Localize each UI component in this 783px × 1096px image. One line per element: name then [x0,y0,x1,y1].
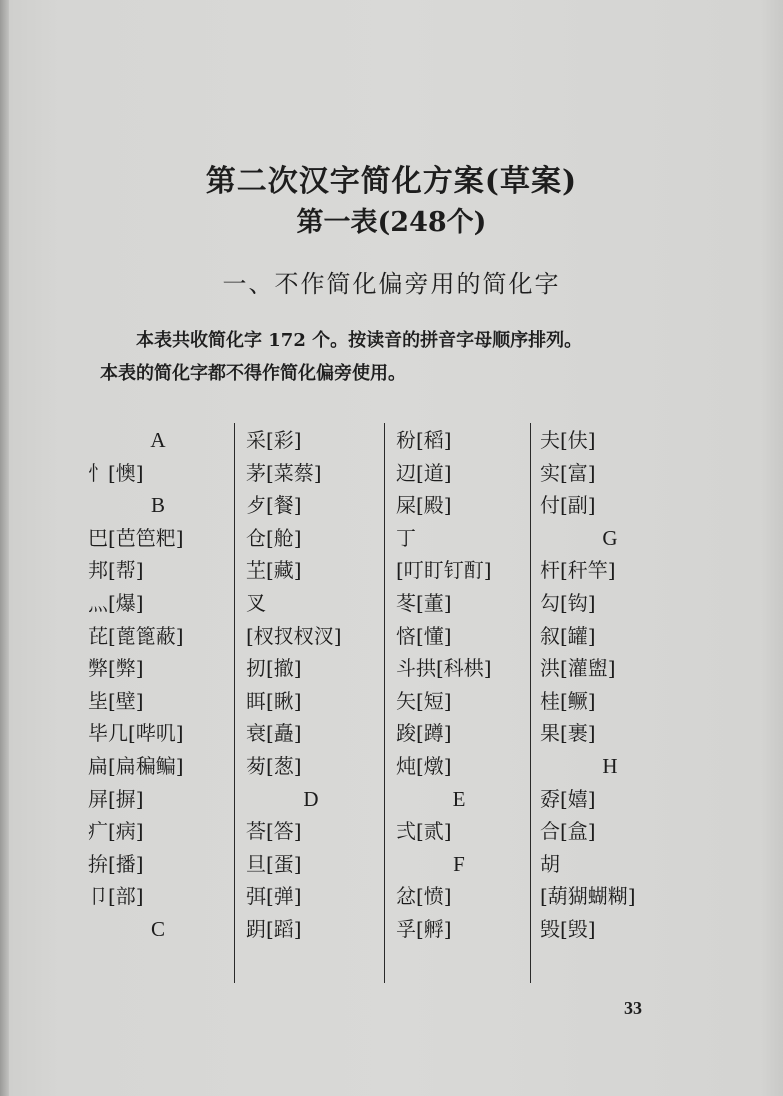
character-entry: 炖[燉] [396,753,452,778]
character-entry: 付[副] [540,493,596,518]
character-entry: 洪[灌盥] [540,656,616,681]
character-entry: 合[盒] [540,819,596,844]
letter-heading: C [150,916,165,941]
character-entry: 毕几[哔叽] [88,721,184,746]
character-entry: 叙[罐] [540,623,596,648]
character-entry: 叉 [246,590,266,615]
character-entry: 跀[蹈] [246,916,302,941]
character-entry: 歺[餐] [246,493,302,518]
character-entry: 勾[钩] [540,590,596,615]
character-entry: 仓[舱] [246,525,302,550]
character-entry: 丁 [396,525,416,550]
page-title: 第二次汉字简化方案(草案) [205,164,578,199]
character-entry: 卩[部] [88,884,144,909]
character-entry: 旦[蛋] [246,851,302,876]
character-entry: 孬[嬉] [540,786,596,811]
character-entry: 芘[蓖篦蔽] [88,623,184,648]
character-column-4 [540,424,680,946]
character-column-3 [396,424,522,946]
character-entry: 眲[瞅] [246,688,302,713]
character-entry: 果[裹] [540,721,596,746]
intro-paragraph [100,324,680,390]
character-entry: 荅[答] [246,819,302,844]
character-entry: 屎[殿] [396,493,452,518]
page-number: 33 [624,998,642,1018]
character-entry: 弍[贰] [396,819,452,844]
character-entry: 悋[懂] [396,623,452,648]
character-entry: 扨[撤] [246,656,302,681]
character-entry: 疒[病] [88,819,144,844]
column-divider [384,423,385,983]
character-entry: 夫[伕] [540,428,596,452]
letter-heading: H [602,753,618,778]
character-entry: 桂[鳜] [540,688,596,713]
character-entry: 弭[弹] [246,884,302,909]
letter-heading: E [452,786,466,811]
column-divider [234,423,235,983]
character-entry: 坒[壁] [88,688,144,713]
letter-heading: G [602,525,618,550]
letter-heading: D [303,786,319,811]
character-entry: 秎[稻] [396,428,452,452]
character-entry: 孚[孵] [396,916,452,941]
character-entry: 辺[道] [396,460,452,485]
letter-heading: F [453,851,465,876]
character-entry: 实[富] [540,460,596,485]
character-entry: 踆[蹲] [396,721,452,746]
intro-line-2: 本表的简化字都不得作简化偏旁使用。 [100,363,406,384]
table-subtitle: 第一表(248个) [296,207,487,238]
character-entry: 毁[毁] [540,916,596,941]
character-column-1 [88,424,228,946]
character-entry: [葫猢蝴糊] [540,884,636,909]
letter-heading: A [150,428,166,452]
letter-heading: B [150,493,165,518]
character-entry: 灬[爆] [88,590,144,615]
intro-line-1: 本表共收简化字 172 个。按读音的拼音字母顺序排列。 [136,330,583,351]
character-entry: 茐[葱] [246,753,302,778]
character-entry: 扁[扁稨鳊] [88,753,184,778]
character-entry: 忄[懊] [88,460,144,485]
character-entry: 采[彩] [246,428,302,452]
character-entry: 苳[董] [396,590,452,615]
character-entry: 屏[摒] [88,786,144,811]
character-entry: 杆[秆竿] [540,558,616,583]
column-divider [530,423,531,983]
character-entry: [杈扠杈汊] [246,623,342,648]
character-entry: 茅[菜蔡] [246,460,322,485]
character-entry: [叮盯钉酊] [396,558,492,583]
character-entry: 巴[芭笆粑] [88,525,184,550]
character-entry: 邦[帮] [88,558,144,583]
character-entry: 衰[矗] [246,721,302,746]
character-entry: 芏[藏] [246,558,302,583]
character-entry: 忿[愤] [396,884,452,909]
character-entry: 弊[弊] [88,656,144,681]
section-heading: 一、不作简化偏旁用的简化字 [222,270,561,298]
character-entry: 胡 [540,851,560,876]
character-entry: 斗拱[科栱] [396,656,492,681]
character-entry: 拚[播] [88,851,144,876]
character-column-2 [246,424,376,946]
character-entry: 矢[短] [396,688,452,713]
